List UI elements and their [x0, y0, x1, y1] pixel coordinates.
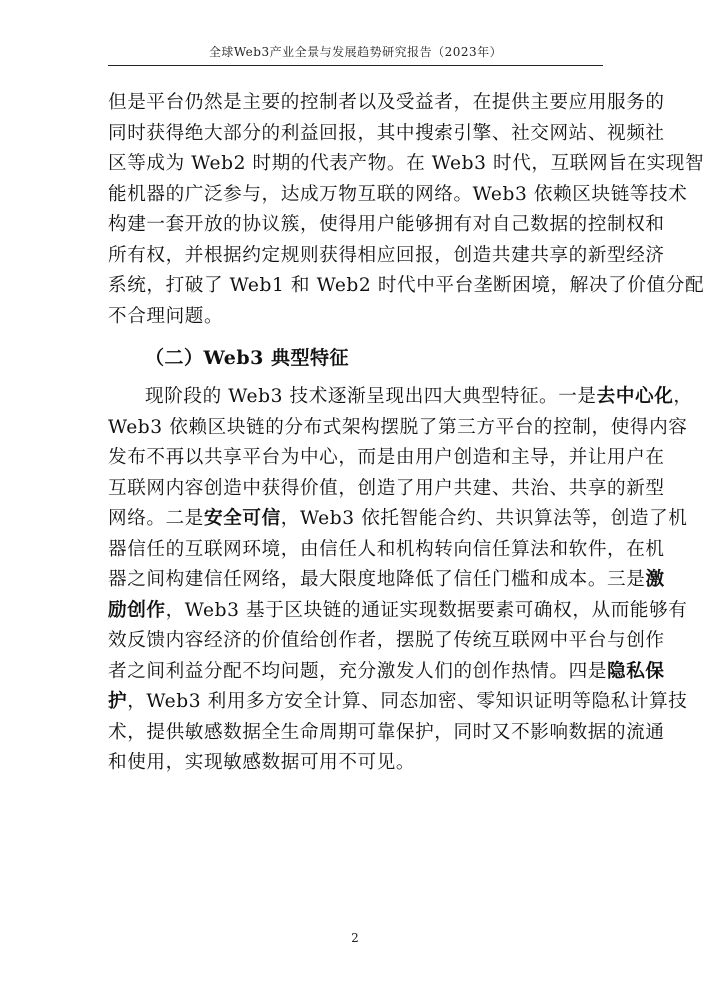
body-paragraph-features [108, 382, 693, 779]
paragraph-line: 术，提供敏感数据全生命周期可靠保护，同时又不影响数据的流通 [108, 721, 665, 743]
running-header: 全球Web3产业全景与发展趋势研究报告（2023年） [208, 45, 503, 59]
paragraph-line: 和使用，实现敏感数据可用不可见。 [108, 752, 416, 773]
paragraph-line: 器信任的互联网环境，由信任人和机构转向信任算法和软件，在机 [108, 538, 665, 560]
paragraph-line: 互联网内容创造中获得价值，创造了用户共建、共治、共享的新型 [108, 477, 665, 499]
text-run: ，Web3 利用多方安全计算、同态加密、零知识证明等隐私计算技 [127, 691, 688, 712]
paragraph-line [108, 657, 665, 688]
section-heading: （二）Web3 典型特征 [145, 347, 349, 369]
text-run: 者之间利益分配不均问题，充分激发人们的创作热情。四是 [108, 660, 608, 682]
paragraph-line [108, 565, 665, 596]
paragraph-line: 同时获得绝大部分的利益回报，其中搜索引擎、社交网站、视频社 [108, 122, 665, 144]
paragraph-line [108, 596, 688, 627]
text-run: 现阶段的 Web3 技术逐渐呈现出四大典型特征。一是 [145, 386, 597, 407]
paragraph-line [108, 687, 688, 718]
paragraph-line [108, 382, 693, 413]
header-rule [108, 65, 603, 66]
text-run: ，Web3 基于区块链的通证实现数据要素可确权，从而能够有 [165, 599, 688, 621]
paragraph-line [108, 504, 688, 535]
key-term-incentive-part1: 激 [645, 569, 665, 590]
paragraph-line: 所有权，并根据约定规则获得相应回报，创造共建共享的新型经济 [108, 244, 665, 266]
key-term-incentive-part2: 励创作 [108, 599, 166, 621]
body-paragraph-continuation [108, 88, 705, 332]
paragraph-line: 系统，打破了 Web1 和 Web2 时代中平台垄断困境，解决了价值分配 [108, 275, 705, 296]
paragraph-line: 构建一套开放的协议簇，使得用户能够拥有对自己数据的控制权和 [108, 214, 665, 235]
text-run: ，Web3 依托智能合约、共识算法等，创造了机 [280, 508, 688, 529]
text-run: 网络。二是 [108, 508, 204, 529]
key-term-secure-trusted: 安全可信 [203, 508, 281, 529]
page-content [108, 88, 705, 779]
text-run: ， [673, 386, 693, 407]
text-run: 器之间构建信任网络，最大限度地降低了信任门槛和成本。三是 [108, 569, 646, 590]
key-term-privacy-part2: 护 [108, 691, 128, 712]
key-term-decentralization: 去中心化 [596, 386, 674, 407]
key-term-privacy-part1: 隐私保 [607, 660, 665, 682]
paragraph-line: 不合理问题。 [108, 305, 224, 327]
page-number: 2 [351, 931, 359, 945]
paragraph-line: 能机器的广泛参与，达成万物互联的网络。Web3 依赖区块链等技术 [108, 183, 688, 205]
paragraph-line: Web3 依赖区块链的分布式架构摆脱了第三方平台的控制，使得内容 [108, 416, 688, 438]
paragraph-line: 效反馈内容经济的价值给创作者，摆脱了传统互联网中平台与创作 [108, 630, 665, 651]
paragraph-line: 但是平台仍然是主要的控制者以及受益者，在提供主要应用服务的 [108, 92, 665, 113]
paragraph-line: 发布不再以共享平台为中心，而是由用户创造和主导，并让用户在 [108, 447, 665, 468]
paragraph-line: 区等成为 Web2 时期的代表产物。在 Web3 时代，互联网旨在实现智 [108, 153, 705, 174]
